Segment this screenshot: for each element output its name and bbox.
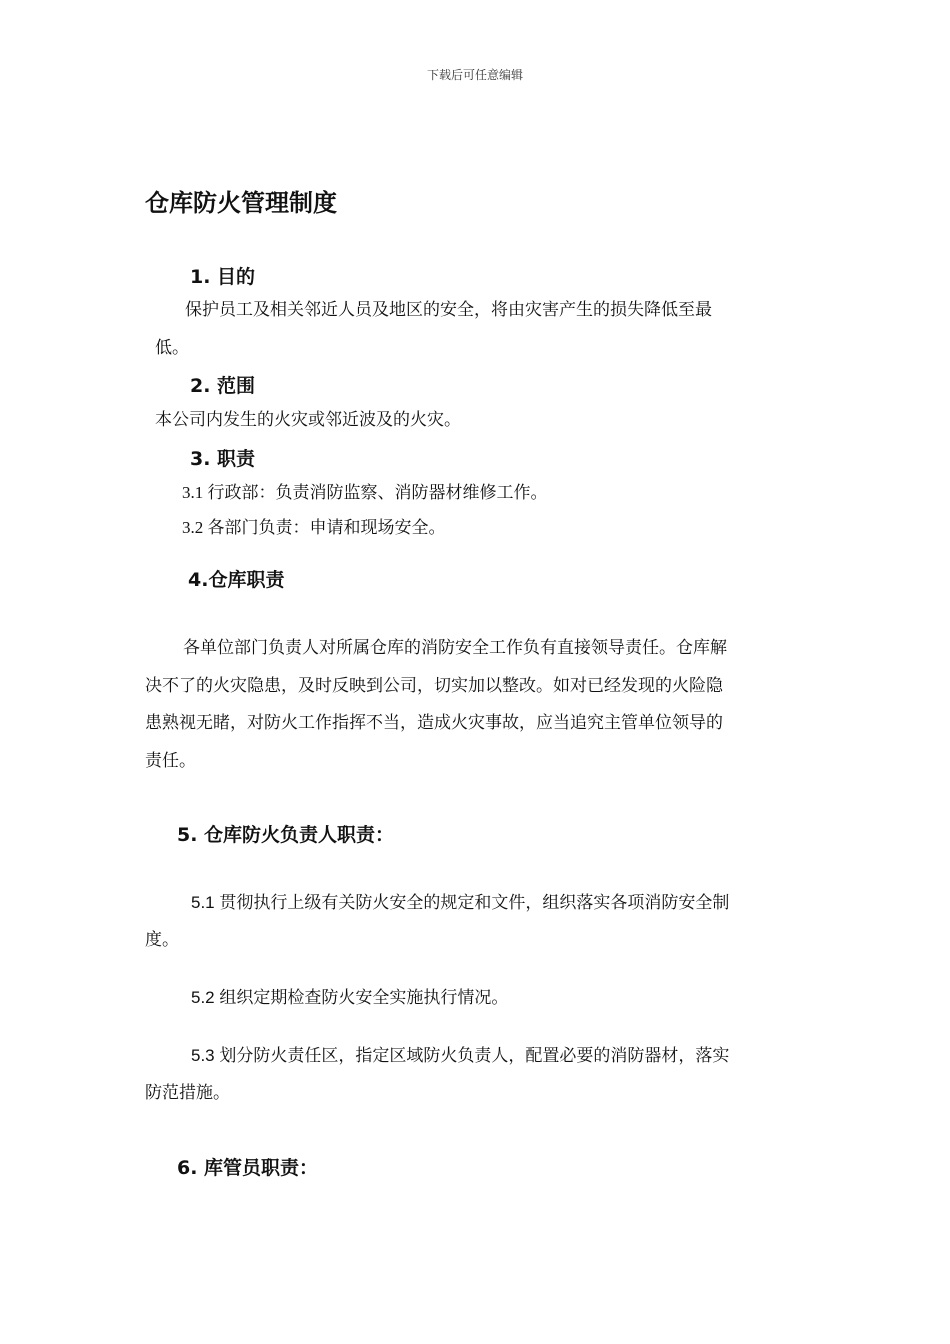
section-4-line-1: 各单位部门负责人对所属仓库的消防安全工作负有直接领导责任。仓库解	[183, 638, 727, 658]
section-1-heading: 1. 目的	[190, 266, 256, 288]
section-4-line-4: 责任。	[145, 751, 196, 771]
section-2-heading: 2. 范围	[190, 375, 256, 397]
section-4-line-2: 决不了的火灾隐患，及时反映到公司，切实加以整改。如对已经发现的火险隐	[145, 676, 723, 696]
section-4-heading: 4.仓库职责	[188, 569, 285, 591]
section-5-item-2: 5.2 组织定期检查防火安全实施执行情况。	[191, 988, 509, 1007]
page-header-note: 下载后可任意编辑	[426, 68, 523, 82]
section-5-item-3-line1: 5.3 划分防火责任区，指定区域防火负责人，配置必要的消防器材，落实	[191, 1046, 730, 1065]
section-5-item-1-line2: 度。	[145, 930, 179, 950]
section-6-heading: 6. 库管员职责：	[177, 1157, 319, 1179]
section-3-item-1: 3.1 行政部：负责消防监察、消防器材维修工作。	[182, 483, 548, 502]
section-3-item-2: 3.2 各部门负责：申请和现场安全。	[182, 518, 446, 537]
section-4-line-3: 患熟视无睹，对防火工作指挥不当，造成火灾事故，应当追究主管单位领导的	[145, 713, 723, 733]
section-5-item-1-line1: 5.1 贯彻执行上级有关防火安全的规定和文件，组织落实各项消防安全制	[191, 893, 730, 912]
section-2-text: 本公司内发生的火灾或邻近波及的火灾。	[155, 410, 461, 430]
section-3-heading: 3. 职责	[190, 448, 256, 470]
section-1-text-line1: 保护员工及相关邻近人员及地区的安全，将由灾害产生的损失降低至最	[185, 300, 712, 320]
section-5-heading: 5. 仓库防火负责人职责：	[177, 824, 395, 846]
document-title: 仓库防火管理制度	[145, 189, 337, 217]
section-5-item-3-line2: 防范措施。	[145, 1083, 230, 1103]
section-1-text-line2: 低。	[155, 338, 189, 358]
